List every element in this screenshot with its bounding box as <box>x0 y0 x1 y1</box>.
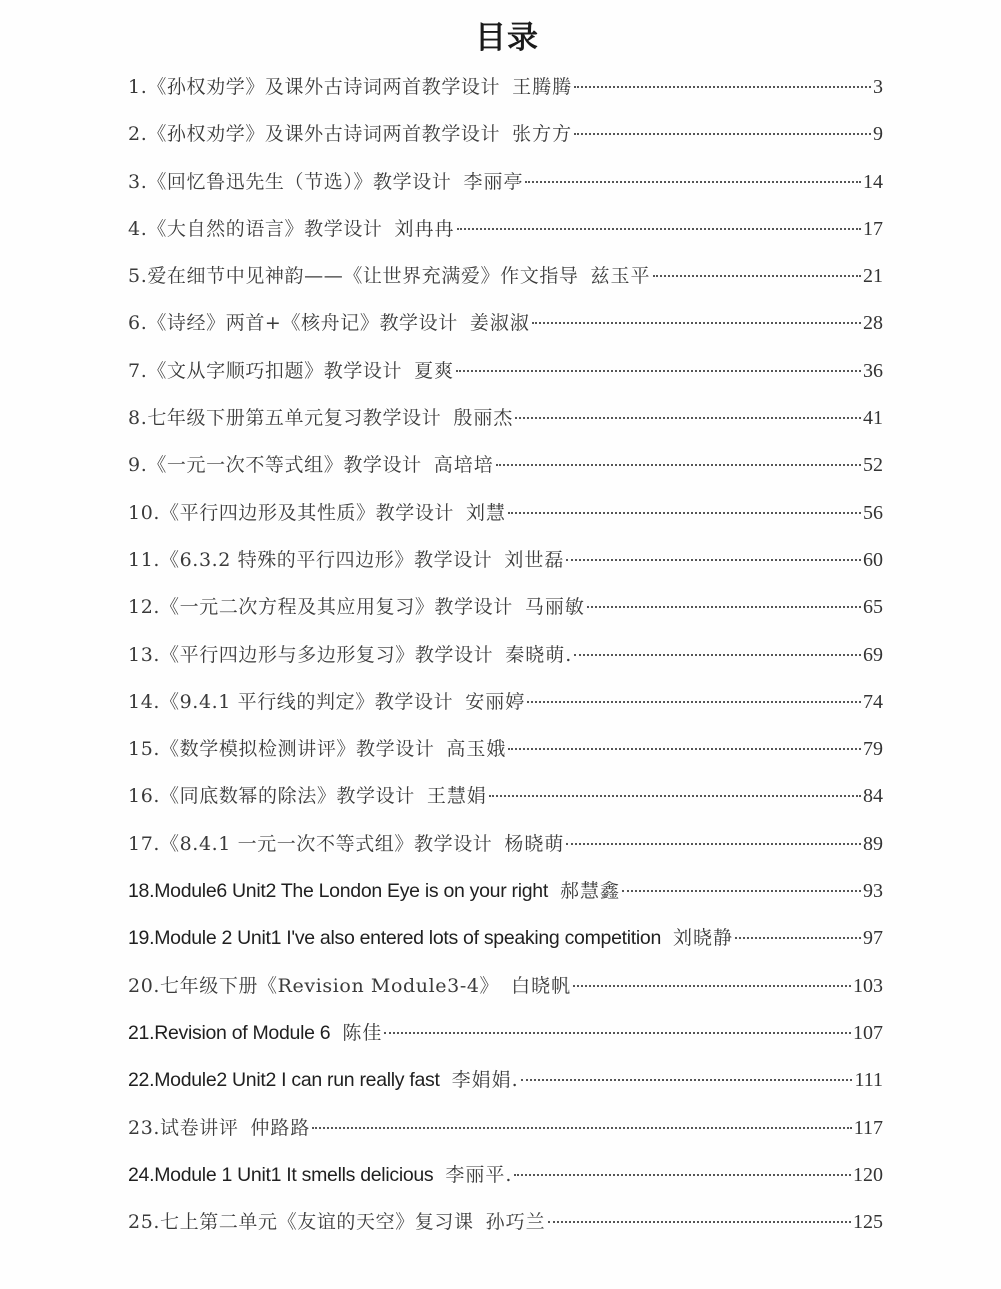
dot-leader <box>521 1079 853 1081</box>
toc-entry-author: 王慧娟 <box>426 785 487 808</box>
toc-entry[interactable] <box>128 259 883 306</box>
toc-entry-author: 刘冉冉 <box>394 217 455 240</box>
toc-entry[interactable] <box>128 70 883 117</box>
dot-leader <box>456 370 861 372</box>
toc-entry-page-number: 117 <box>853 1116 883 1139</box>
toc-entry[interactable] <box>128 306 883 353</box>
toc-entry[interactable] <box>128 117 883 164</box>
toc-entry[interactable] <box>128 874 883 921</box>
toc-entry-title: 12.《一元二次方程及其应用复习》教学设计 <box>128 596 513 619</box>
dot-leader <box>384 1032 851 1034</box>
toc-entry[interactable] <box>128 1205 883 1252</box>
toc-entry-author: 王腾腾 <box>512 76 573 98</box>
toc-entry-author: 孙巧兰 <box>485 1211 546 1234</box>
toc-entry-page-number: 93 <box>863 880 883 903</box>
toc-entry-page-number: 107 <box>853 1021 883 1044</box>
toc-entry-title: 16.《同底数幂的除法》教学设计 <box>128 785 415 808</box>
toc-entry[interactable] <box>128 543 883 590</box>
toc-entry-page-number: 21 <box>863 265 883 288</box>
dot-leader <box>566 559 861 561</box>
dot-leader <box>574 133 871 135</box>
toc-entry-author: 姜淑淑 <box>469 312 530 335</box>
toc-entry-author: 高玉娥 <box>446 738 507 761</box>
toc-entry[interactable] <box>128 921 883 968</box>
toc-entry-page-number: 125 <box>853 1211 883 1234</box>
toc-entry-page-number: 60 <box>863 548 883 571</box>
toc-entry-author: 李娟娟. <box>451 1069 519 1092</box>
dot-leader <box>515 417 861 419</box>
toc-entry-page-number: 14 <box>863 170 883 193</box>
toc-entry-author: 张方方 <box>512 123 573 146</box>
dot-leader <box>508 748 861 750</box>
toc-entry-page-number: 65 <box>863 596 883 619</box>
dot-leader <box>566 843 861 845</box>
dot-leader <box>527 701 861 703</box>
toc-entry-author: 刘慧 <box>466 501 507 524</box>
toc-entry[interactable] <box>128 212 883 259</box>
toc-entry[interactable] <box>128 1016 883 1063</box>
toc-entry-title: 20.七年级下册《Revision Module3-4》 <box>128 974 500 997</box>
dot-leader <box>457 228 861 230</box>
toc-entry-title: 3.《回忆鲁迅先生（节选）》教学设计 <box>128 170 452 193</box>
toc-entry-title: 10.《平行四边形及其性质》教学设计 <box>128 501 455 524</box>
toc-entry-author: 兹玉平 <box>590 265 651 288</box>
toc-entry-author: 殷丽杰 <box>453 407 514 430</box>
toc-entry[interactable] <box>128 165 883 212</box>
dot-leader <box>653 275 861 277</box>
toc-entry-title: 24.Module 1 Unit1 It smells delicious <box>128 1163 434 1186</box>
toc-entry-title: 23.试卷讲评 <box>128 1116 239 1139</box>
toc-entry-page-number: 97 <box>863 927 883 950</box>
dot-leader <box>574 654 861 656</box>
toc-entry[interactable] <box>128 827 883 874</box>
toc-entry-author: 杨晓萌 <box>504 832 565 855</box>
toc-entry[interactable] <box>128 496 883 543</box>
dot-leader <box>622 890 861 892</box>
toc-entry-page-number: 52 <box>863 454 883 477</box>
dot-leader <box>496 464 861 466</box>
toc-entry-page-number: 111 <box>854 1069 883 1092</box>
toc-entry-page-number: 74 <box>863 690 883 713</box>
dot-leader <box>573 985 851 987</box>
dot-leader <box>587 606 861 608</box>
toc-entry[interactable] <box>128 1158 883 1205</box>
toc-entry-page-number: 79 <box>863 738 883 761</box>
toc-entry-page-number: 17 <box>863 217 883 240</box>
dot-leader <box>489 795 861 797</box>
toc-entry[interactable] <box>128 779 883 826</box>
toc-entry-author: 刘晓静 <box>673 927 734 950</box>
toc-entry[interactable] <box>128 732 883 779</box>
toc-entry-title: 25.七上第二单元《友谊的天空》复习课 <box>128 1211 474 1234</box>
dot-leader <box>508 512 861 514</box>
toc-entry-author: 高培培 <box>433 454 494 477</box>
toc-entry-title: 8.七年级下册第五单元复习教学设计 <box>128 407 442 430</box>
toc-entry-title: 4.《大自然的语言》教学设计 <box>128 217 383 240</box>
table-of-contents <box>128 70 883 1252</box>
toc-entry-author: 秦晓萌. <box>505 643 573 666</box>
toc-entry-title: 18.Module6 Unit2 The London Eye is on your right <box>128 880 548 903</box>
toc-entry-title: 17.《8.4.1 一元一次不等式组》教学设计 <box>128 832 493 855</box>
toc-entry[interactable] <box>128 969 883 1016</box>
toc-entry-author: 郝慧鑫 <box>559 880 620 903</box>
toc-entry[interactable] <box>128 401 883 448</box>
toc-entry-title: 9.《一元一次不等式组》教学设计 <box>128 454 422 477</box>
toc-entry-page-number: 3 <box>873 76 883 98</box>
toc-entry-title: 15.《数学模拟检测讲评》教学设计 <box>128 738 435 761</box>
toc-entry-page-number: 120 <box>853 1163 883 1186</box>
dot-leader <box>574 86 871 88</box>
dot-leader <box>312 1127 851 1129</box>
toc-entry[interactable] <box>128 1111 883 1158</box>
toc-entry-page-number: 28 <box>863 312 883 335</box>
dot-leader <box>532 322 861 324</box>
toc-entry-title: 19.Module 2 Unit1 I've also entered lots of speaking competition <box>128 927 662 950</box>
toc-entry-author: 安丽婷 <box>465 690 526 713</box>
toc-entry-page-number: 84 <box>863 785 883 808</box>
toc-entry-title: 13.《平行四边形与多边形复习》教学设计 <box>128 643 494 666</box>
dot-leader <box>735 937 861 939</box>
toc-entry-title: 14.《9.4.1 平行线的判定》教学设计 <box>128 690 454 713</box>
toc-entry[interactable] <box>128 1063 883 1110</box>
toc-entry-page-number: 41 <box>863 407 883 430</box>
toc-entry[interactable] <box>128 354 883 401</box>
dot-leader <box>548 1221 851 1223</box>
page-title: 目录 <box>475 20 539 56</box>
toc-entry-author: 仲路路 <box>250 1116 311 1139</box>
toc-entry-title: 6.《诗经》两首+《核舟记》教学设计 <box>128 312 458 335</box>
toc-entry-author: 刘世磊 <box>504 548 565 571</box>
dot-leader <box>514 1174 851 1176</box>
toc-entry-title: 21.Revision of Module 6 <box>128 1021 331 1044</box>
toc-entry[interactable] <box>128 638 883 685</box>
toc-entry-title: 2.《孙权劝学》及课外古诗词两首教学设计 <box>128 123 501 146</box>
toc-entry-author: 白晓帆 <box>511 974 572 997</box>
toc-entry-title: 1.《孙权劝学》及课外古诗词两首教学设计 <box>128 76 501 98</box>
toc-entry-title: 7.《文从字顺巧扣题》教学设计 <box>128 359 403 382</box>
dot-leader <box>525 181 861 183</box>
toc-entry-author: 陈佳 <box>342 1021 383 1044</box>
toc-entry-page-number: 103 <box>853 974 883 997</box>
toc-entry-title: 11.《6.3.2 特殊的平行四边形》教学设计 <box>128 548 493 571</box>
toc-entry-title: 22.Module2 Unit2 I can run really fast <box>128 1069 440 1092</box>
toc-entry[interactable] <box>128 590 883 637</box>
toc-entry[interactable] <box>128 448 883 495</box>
toc-entry-page-number: 9 <box>873 123 883 146</box>
toc-entry-page-number: 36 <box>863 359 883 382</box>
toc-entry-title: 5.爱在细节中见神韵——《让世界充满爱》作文指导 <box>128 265 579 288</box>
toc-entry-author: 夏爽 <box>414 359 455 382</box>
toc-entry-author: 马丽敏 <box>524 596 585 619</box>
toc-entry-page-number: 69 <box>863 643 883 666</box>
toc-entry-author: 李丽亭 <box>463 170 524 193</box>
toc-entry-page-number: 56 <box>863 501 883 524</box>
toc-entry-page-number: 89 <box>863 832 883 855</box>
toc-entry-author: 李丽平. <box>445 1163 513 1186</box>
toc-entry[interactable] <box>128 685 883 732</box>
